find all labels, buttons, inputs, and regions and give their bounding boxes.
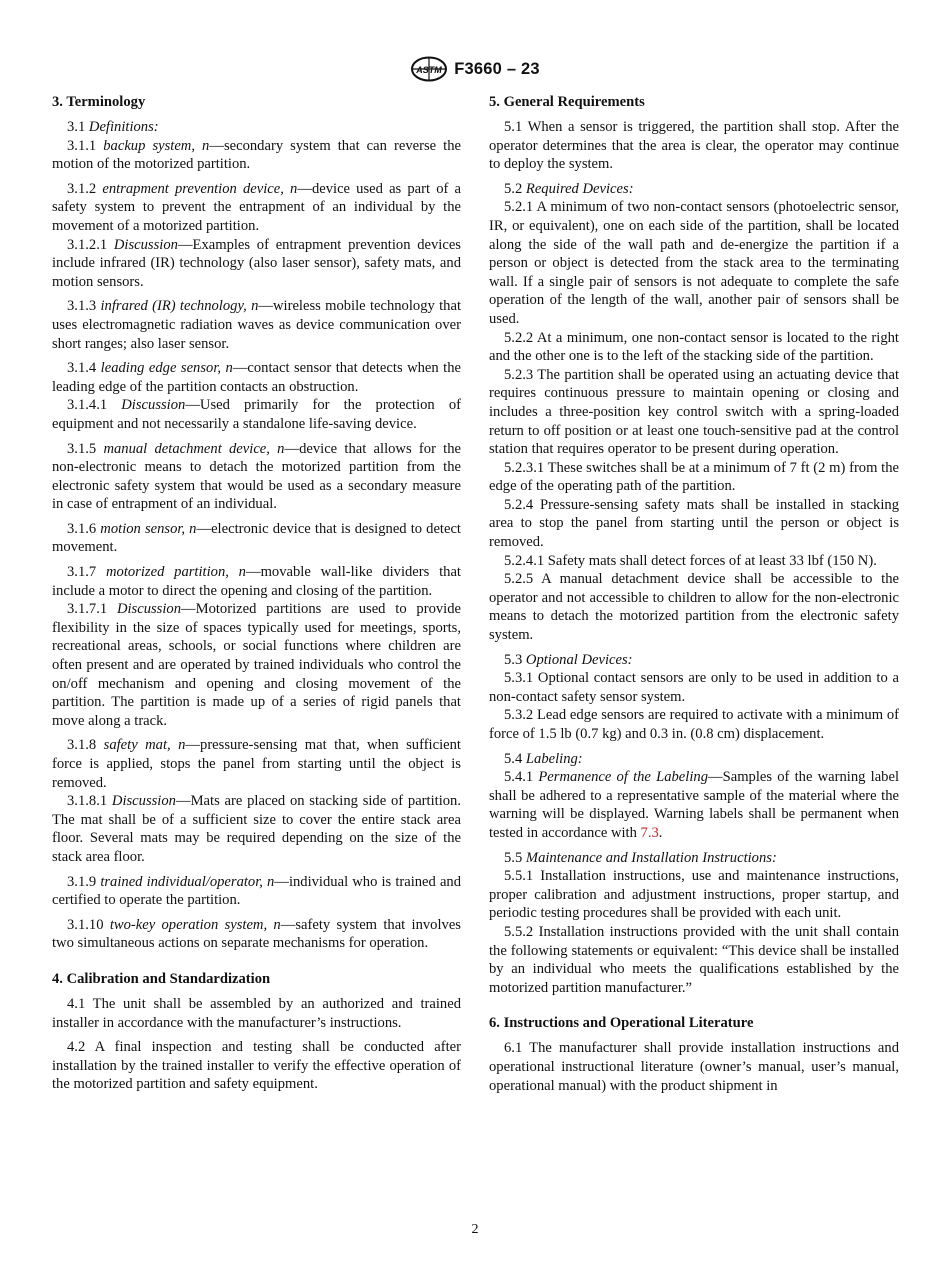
paragraph-5-2-4: 5.2.4 Pressure-sensing safety mats shall be installed in stacking area to stop the panel from starting until the person or object is removed.: [489, 496, 899, 551]
svg-text:ASTM: ASTM: [416, 65, 442, 75]
paragraph-3-1-9: 3.1.9 trained individual/operator, n—individual who is trained and certified to operate the partition.: [52, 873, 462, 909]
paragraph-5-2-2: 5.2.2 At a minimum, one non-contact sensor is located to the right and the other one is to the left of the stacking side of the partition.: [489, 329, 899, 365]
section-5-title: 5. General Requirements: [489, 94, 645, 110]
section-7-3-link[interactable]: 7.3: [640, 824, 659, 841]
paragraph-3-1: 3.1 Definitions:: [67, 119, 159, 135]
paragraph-5-5-1: 5.5.1 Installation instructions, use and maintenance instructions, proper calibration and adjustment instructions, proper startup, and periodic testing procedures shall be provided with each unit.: [489, 868, 899, 922]
paragraph-3-1-2-1: 3.1.2.1 Discussion—Examples of entrapment prevention devices include infrared (IR) technology (also laser sensor), safety mats, and motion sensors.: [52, 236, 461, 290]
section-4-title: 4. Calibration and Standardization: [52, 970, 271, 987]
paragraph-5-2-5: 5.2.5 A manual detachment device shall be accessible to the operator and not accessible to children to allow for the non-electronic means to detach the motorized partition from the electronic safety system.: [489, 571, 899, 644]
paragraph-3-1-1: 3.1.1 backup system, n—secondary system that can reverse the motion of the motorized partition.: [52, 137, 461, 173]
astm-logo-icon: [410, 56, 448, 82]
paragraph-3-1-7: 3.1.7 motorized partition, n—movable wall-like dividers that include a motor to direct the opening and closing of the partition.: [52, 564, 461, 599]
paragraph-5-2-4-1: 5.2.4.1 Safety mats shall detect forces of at least 33 lbf (150 N).: [504, 552, 877, 569]
paragraph-5-5-2: 5.5.2 Installation instructions provided with the unit shall contain the following statements or equivalent: “This device shall be installed by an individual who meets the qualifications established by the motorized partition manufacturer.”: [489, 923, 899, 996]
left-column: [52, 92, 461, 1094]
page-header: [0, 56, 950, 82]
paragraph-3-1-6: 3.1.6 motion sensor, n—electronic device that is designed to detect movement.: [52, 520, 461, 556]
paragraph-3-1-3: 3.1.3 infrared (IR) technology, n—wireless mobile technology that uses electromagnetic radiation waves as device communication over short ranges; also laser sensor.: [52, 298, 461, 352]
paragraph-3-1-5: 3.1.5 manual detachment device, n—device that allows for the non-electronic means to detach the motorized partition from the electronic safety system that would be used as a secondary measure in case of entrapment of an individual.: [52, 440, 462, 513]
paragraph-4-2: 4.2 A final inspection and testing shall be conducted after installation by the trained installer to verify the effective operation of the motorized partition and safety equipment.: [52, 1039, 461, 1093]
paragraph-5-2: 5.2 Required Devices:: [504, 180, 634, 197]
paragraph-5-5: 5.5 Maintenance and Installation Instructions:: [504, 849, 777, 866]
paragraph-5-4-1: 5.4.1 Permanence of the Labeling—Samples of the warning label shall be adhered to a representative sample of the material where the warning will be displayed. Warning labels shall be permanent when tested in accordance with 7.3.: [489, 769, 900, 841]
paragraph-3-1-8-1: 3.1.8.1 Discussion—Mats are placed on stacking side of partition. The mat shall be of a sufficient size to cover the entire stack area floor. Several mats may be required depending on the size of the stack area floor.: [52, 793, 461, 865]
right-column: [489, 92, 899, 1095]
paragraph-5-3-2: 5.3.2 Lead edge sensors are required to activate with a minimum of force of 1.5 lb (0.7 kg) and 0.3 in. (0.8 cm) displacement.: [489, 707, 899, 742]
section-3-title: 3. Terminology: [52, 94, 146, 110]
paragraph-3-1-8: 3.1.8 safety mat, n—pressure-sensing mat that, when sufficient force is applied, stops the panel from starting until the object is removed.: [52, 737, 461, 791]
paragraph-3-1-4: 3.1.4 leading edge sensor, n—contact sensor that detects when the leading edge of the partition contacts an obstruction.: [52, 360, 461, 395]
paragraph-3-1-2: 3.1.2 entrapment prevention device, n—device used as part of a safety system to prevent the entrapment of an individual by the movement of a motorized partition.: [52, 180, 461, 234]
paragraph-5-3-1: 5.3.1 Optional contact sensors are only to be used in addition to a non-contact safety sensor system.: [489, 670, 899, 705]
paragraph-5-4: 5.4 Labeling:: [504, 750, 583, 767]
paragraph-4-1: 4.1 The unit shall be assembled by an authorized and trained installer in accordance with the manufacturer’s instructions.: [52, 995, 461, 1031]
document-id: F3660 – 23: [454, 59, 540, 78]
paragraph-3-1-7-1: 3.1.7.1 Discussion—Motorized partitions are used to provide flexibility in the size of spaces typically used for meetings, sports, recreational areas, schools, or social functions where children are often present and are operated by trained individuals who control the on/off mechanism and opening and closing movement of the partition. The partition is made up of a series of rigid panels that move along a track.: [52, 601, 461, 729]
paragraph-5-2-3: 5.2.3 The partition shall be operated using an actuating device that requires continuous pressure to maintain opening or closing and includes a three-position key control switch with a spring-loaded return to off position or at least one touch-sensitive pad at the control station that requires operator to be present during operation.: [489, 366, 899, 458]
paragraph-5-2-3-1: 5.2.3.1 These switches shall be at a minimum of 7 ft (2 m) from the edge of the operating path of the partition.: [489, 459, 899, 495]
section-6-title: 6. Instructions and Operational Literature: [489, 1015, 754, 1032]
paragraph-5-3: 5.3 Optional Devices:: [504, 651, 633, 668]
paragraph-5-2-1: 5.2.1 A minimum of two non-contact sensors (photoelectric sensor, IR, or equivalent), one on each side of the partition, shall be located along the side of the wall path and de-energize the partition if a person or object is detected from the stack area to the terminating wall. If a single pair of sensors is not adequate to complete the safe operation of the length of the wall, another pair of sensors shall be used.: [489, 199, 899, 327]
paragraph-5-1: 5.1 When a sensor is triggered, the partition shall stop. After the operator determines that the area is clear, the operator may continue to deploy the system.: [489, 119, 899, 173]
paragraph-3-1-10: 3.1.10 two-key operation system, n—safety system that involves two simultaneous actions on separate mechanisms for operation.: [52, 916, 461, 952]
page-number: 2: [471, 1222, 479, 1237]
paragraph-6-1: 6.1 The manufacturer shall provide installation instructions and operational instructional literature (owner’s manual, user’s manual, operational manual) with the product shipment in: [489, 1040, 899, 1094]
paragraph-3-1-4-1: 3.1.4.1 Discussion—Used primarily for the protection of equipment and not necessarily a standalone life-saving device.: [52, 397, 461, 432]
